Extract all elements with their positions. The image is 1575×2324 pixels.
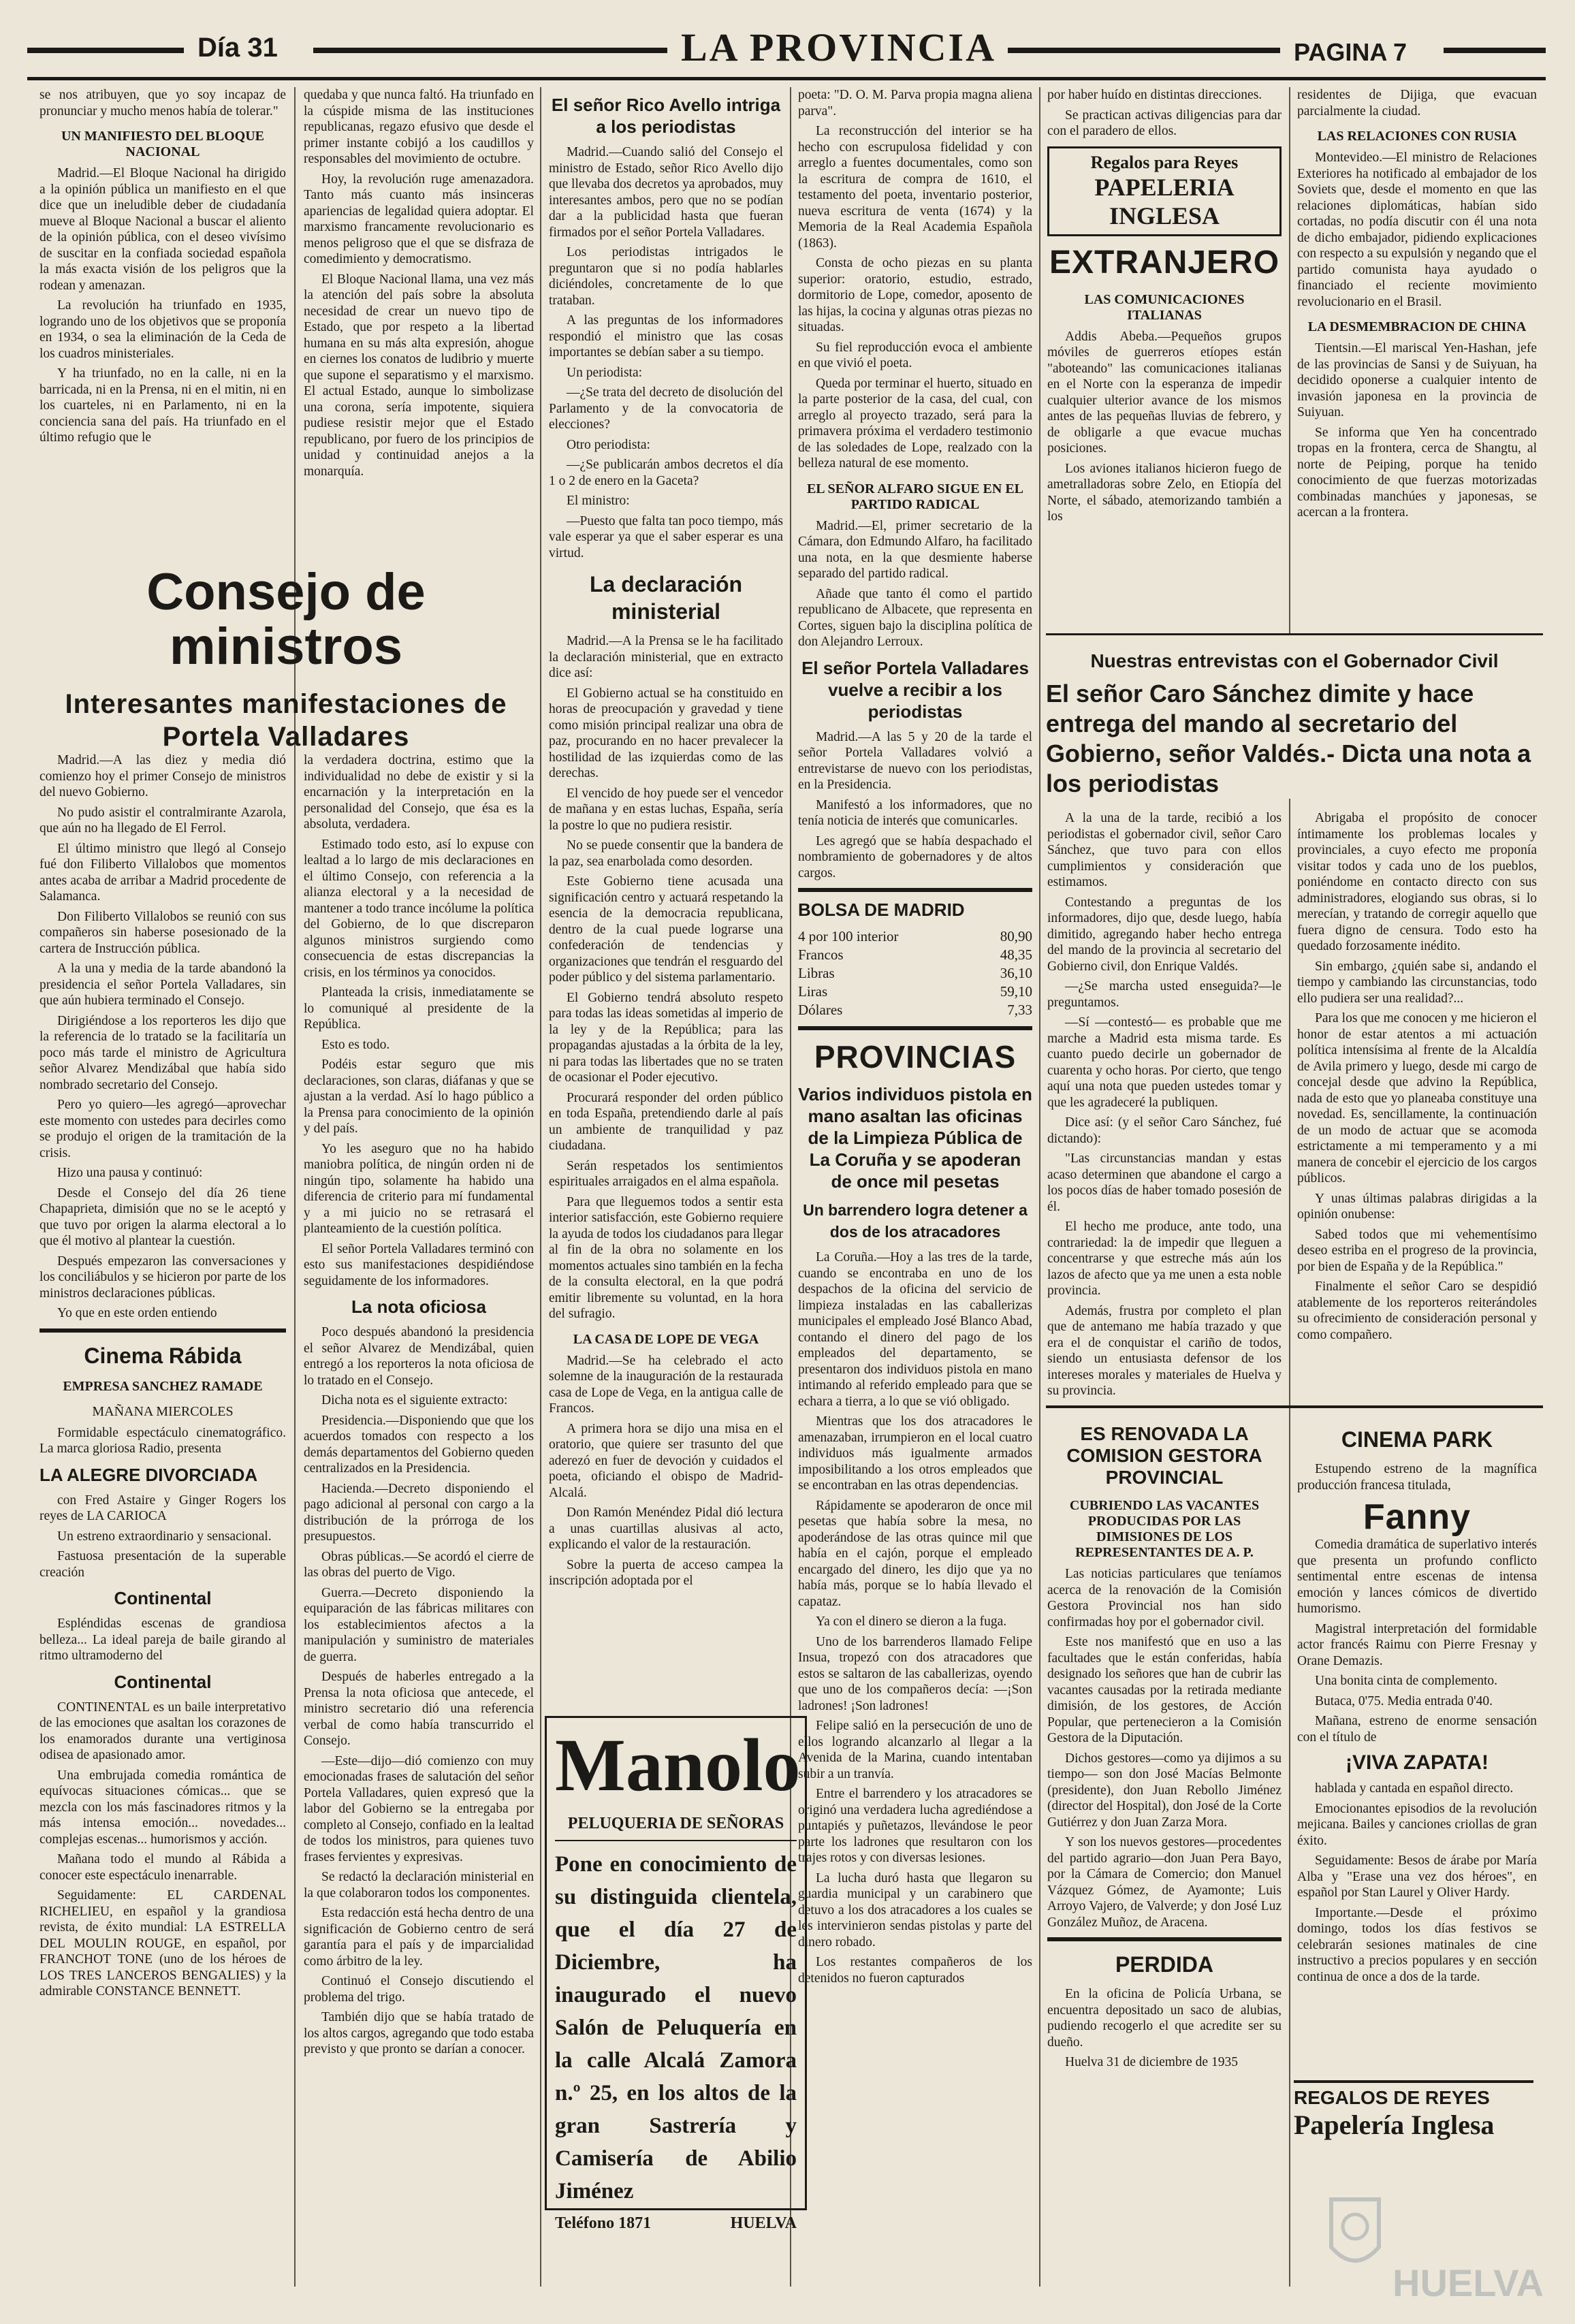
nota-oficiosa-title: La nota oficiosa [351, 1296, 486, 1317]
paragraph: la verdadera doctrina, estimo que la individualidad no debe de existir y si la encarnación y la interpretación en la personalidad del Consejo, que ésa es la absoluta, verdadera. [304, 753, 534, 831]
paragraph: Los periodistas intrigados le preguntaron que si no podía hablarles diciéndoles, concretamente de lo que trataban. [549, 245, 783, 308]
alfaro-heading: EL SEÑOR ALFARO SIGUE EN EL PARTIDO RADICAL [806, 481, 1024, 512]
paragraph: Los aviones italianos hicieron fuego de ametralladoras sobre Zelo, en Etiopía del Norte, el sábado, atemorizando también a los [1047, 461, 1282, 524]
paragraph: Madrid.—El Bloque Nacional ha dirigido a la opinión pública un manifiesto en el que dice que un ineludible deber de ciudadanía mueve al Bloque Nacional a buscar el aliento de la opinión pública, con el deseo vivísimo de suscitar en la confiada sociedad española la más exacta visión de los peligros que la rodean y amenazan. [39, 166, 286, 293]
paragraph: Sin embargo, ¿quién sabe si, andando el tiempo y cambiando las circunstancias, todo ello pudiera ser una realidad?... [1297, 959, 1537, 1006]
viva-zapata-title: ¡VIVA ZAPATA! [1346, 1751, 1489, 1774]
paragraph: con Fred Astaire y Ginger Rogers los reyes de LA CARIOCA [39, 1493, 286, 1523]
paragraph: También dijo que se había tratado de los altos cargos, agregando que todo estaba previsto y que pronto se darían a conocer. [304, 2010, 534, 2056]
paragraph: El vencido de hoy puede ser el vencedor de mañana y en estas luchas, España, sería la postre lo que no pudiera resistir. [549, 786, 783, 833]
alegre-divorciada-title: LA ALEGRE DIVORCIADA [39, 1464, 258, 1485]
paragraph: Seguidamente: Besos de árabe por María Alba y "Erase una vez dos héroes", en español por Stan Laurel y Oliver Hardy. [1297, 1853, 1537, 1900]
day-label: Día 31 [197, 33, 278, 63]
paragraph: Uno de los barrenderos llamado Felipe Insua, tropezó con dos atracadores que estos se saltaron de las caballerizas, oyendo que uno de los compañeros decía: —¡Son ladrones! ¡Son ladrones! [798, 1634, 1032, 1713]
paragraph: Fastuosa presentación de la superable creación [39, 1549, 286, 1580]
bolsa-value: 48,35 [1000, 946, 1032, 963]
consejo-headline-block [34, 545, 538, 764]
paragraph: Este nos manifestó que en uso a las facultades que le están conferidas, había designado los señores que han de cubrir las vacantes causadas por la retirada mediante dimisión, de los gestores, de Acción Popular, que pertenecieron a la Comisión Gestora de la Diputación. [1047, 1635, 1282, 1745]
bolsa-row [798, 1001, 1032, 1019]
manolo-phone: Teléfono 1871 [555, 2214, 652, 2232]
paragraph: Planteada la crisis, inmediatamente se lo comuniqué al presidente de la República. [304, 985, 534, 1032]
paragraph: Después de haberles entregado a la Prensa la nota oficiosa que antecede, el ministro secretario dió una referencia verbal de como había transcurrido el Consejo. [304, 1670, 534, 1748]
section-divider [39, 1328, 286, 1333]
paragraph: A las preguntas de los informadores respondió el ministro que las cosas importantes se debían saber a su tiempo. [549, 313, 783, 360]
paragraph: En la oficina de Policía Urbana, se encuentra depositado un saco de alubias, pudiendo recogerlo el que acredite ser su dueño. [1047, 1987, 1282, 2050]
paragraph: Una embrujada comedia romántica de equívocas situaciones cómicas... que se mezcla con los más fascinadores ritmos y la más intensa emoción... novedades... complejas escenas... humorismos y acción. [39, 1768, 286, 1847]
paragraph: La lucha duró hasta que llegaron su guardia municipal y un carabinero que detuvo a los dos atracadores a los cuales se les intervinieron sendas pistolas y parte del dinero robado. [798, 1871, 1032, 1949]
paragraph: Presidencia.—Disponiendo que que los acuerdos tomados con respecto a los demás departamentos del Gobierno queden centralizados en la Presidencia. [304, 1413, 534, 1476]
paragraph: Añade que tanto él como el partido republicano de Albacete, que representa en Cortes, siguen bajo la disciplina política de don Alejandro Lerroux. [798, 586, 1032, 649]
manolo-contact [555, 2214, 797, 2233]
column-3 [549, 87, 783, 1612]
manolo-name: Manolo [555, 1723, 801, 1806]
paragraph: Las noticias particulares que teníamos acerca de la renovación de la Comisión Gestora Provincial nos han sido confirmadas hoy por el gobernador civil. [1047, 1567, 1282, 1629]
section-divider [1047, 1937, 1282, 1941]
paragraph: La reconstrucción del interior se ha hecho con escrupulosa fidelidad y con arreglo a fuentes documentales, como son la escritura de compra de 1610, el testamento del poeta, inventario posterior, nueva escritura de venta (1674) y la Memoria de la Real Academia Española (1863). [798, 124, 1032, 251]
bolsa-value: 59,10 [1000, 983, 1032, 1000]
paragraph: Procurará responder del orden público en toda España, pretendiendo darle al país un ambiente de tranquilidad y paz ciudadana. [549, 1090, 783, 1153]
bolsa-label: Liras [798, 983, 828, 1000]
perdida-date: Huelva 31 de diciembre de 1935 [1065, 2055, 1238, 2069]
paragraph: Y son los nuevos gestores—procedentes del partido agrario—don Juan Pera Bayo, por la Cámara de Comercio; don Manuel Vázquez Gómez, de Ayamonte; Luis Arroyo Vajero, de Valverde; y don José Luz González Muñoz, de Aracena. [1047, 1835, 1282, 1930]
column-6-top [1297, 87, 1537, 646]
paragraph: La revolución ha triunfado en 1935, logrando uno de los objetivos que se proponía en 1934, o sea la eliminación de la Ceda de los cuadros ministeriales. [39, 298, 286, 361]
paragraph: Felipe salió en la persecución de uno de ellos logrando alcanzarlo al llegar a la Avenida de la Marina, cuando intentaban subir a un tranvía. [798, 1719, 1032, 1781]
papeleria-inglesa-ad [1047, 146, 1282, 236]
paragraph: Comedia dramática de superlativo interés que presenta un profundo conflicto sentimental entre escenas de intensa emoción y lances cómicos de divertido humorismo. [1297, 1538, 1537, 1616]
paragraph: No pudo asistir el contralmirante Azarola, que aún no ha llegado de El Ferrol. [39, 805, 286, 835]
provincias-subtitle-2: Un barrendero logra detener a dos de los atracadores [803, 1201, 1028, 1241]
stamp-text: HUELVA [1393, 2261, 1544, 2304]
consejo-subtitle: Interesantes manifestaciones de Portela Valladares [65, 689, 507, 752]
page-number: PAGINA 7 [1294, 38, 1407, 66]
paragraph: El Gobierno tendrá absoluto respeto para todas las ideas sometidas al imperio de la ley y de la República; para las propagandas ajustadas a la órbita de la ley, ni para todas las libertades que no se traten de ocasionar el Poder ejecutivo. [549, 990, 783, 1085]
paragraph: Madrid.—El, primer secretario de la Cámara, don Edmundo Alfaro, ha facilitado una nota, en la que desmiente haberse separado del partido radical. [798, 518, 1032, 581]
paragraph: Podéis estar seguro que mis declaraciones, son claras, diáfanas y que se ajustan a la verdad. Así lo hago público a la Prensa para conocimiento de la opinión y del país. [304, 1057, 534, 1136]
paragraph: Y unas últimas palabras dirigidas a la opinión onubense: [1297, 1191, 1537, 1222]
paragraph: Seguidamente: EL CARDENAL RICHELIEU, en español y la grandiosa revista, de éxito mundial: LA ESTRELLA DEL MOULIN ROUGE, en español, por FRANCHOT TONE (uno de los héroes de LOS TRES LANCEROS BENGALIES) y la admirable CONSTANCE BENNETT. [39, 1888, 286, 1999]
paragraph: Un estreno extraordinario y sensacional. [57, 1529, 272, 1544]
manolo-subtitle: PELUQUERIA DE SEÑORAS [567, 1815, 784, 1832]
paragraph: Estupendo estreno de la magnífica producción francesa titulada, [1297, 1462, 1537, 1493]
paragraph: Hacienda.—Decreto disponiendo el pago adicional al personal con cargo a la distribución de la prórroga de los presupuestos. [304, 1481, 534, 1544]
paragraph: Dichos gestores—como ya dijimos a su tiempo— son don José Macías Belmonte (presidente), don Juan Rebollo Jiménez (director del Hospital), don José de la Corte Gutiérrez y don Juan Zarza Mora. [1047, 1751, 1282, 1830]
caro-title: El señor Caro Sánchez dimite y hace entrega del mando al secretario del Gobierno, señor Valdés.- Dicta una nota a los periodistas [1046, 680, 1531, 797]
paragraph: Magistral interpretación del formidable actor francés Raimu con Pierre Fresnay y Orane Demazis. [1297, 1621, 1537, 1668]
paragraph: Emocionantes episodios de la revolución mejicana. Bailes y canciones criollas de gran éxito. [1297, 1801, 1537, 1848]
paragraph: Madrid.—A la Prensa se le ha facilitado la declaración ministerial, que en extracto dice así: [549, 634, 783, 680]
bolsa-table [798, 927, 1032, 1019]
ad-top-line: REGALOS DE REYES [1294, 2087, 1490, 2108]
paragraph: Abrigaba el propósito de conocer íntimamente los problemas locales y provinciales, a cuyo efecto me proponía visitar todos y cada uno de los pueblos, poniéndome en contacto directo con sus administradores, elogiando sus obras, si lo merecían, y tratando de corregir aquello que fuera digno de censura. Todo esto ha quedado forzosamente inédito. [1297, 811, 1537, 953]
comision-title: ES RENOVADA LA COMISION GESTORA PROVINCIAL [1066, 1423, 1262, 1488]
paragraph: "Las circunstancias mandan y estas acaso determinen que abandone el cargo a los pocos días de haber tomado posesión de él. [1047, 1151, 1282, 1214]
bolsa-value: 7,33 [1007, 1002, 1032, 1018]
consejo-article [39, 752, 286, 1322]
paragraph: Contestando a preguntas de los informadores, dijo que, desde luego, había dimitido, agregando haber hecho entrega del mando de la provincia al secretario del Gobierno civil, don Enrique Valdés. [1047, 895, 1282, 974]
paragraph: Finalmente el señor Caro se despidió atablemente de los reporteros reiterándoles su ofrecimiento de consideración personal y como compañero. [1297, 1279, 1537, 1342]
china-heading: LA DESMEMBRACION DE CHINA [1307, 319, 1527, 334]
paragraph: —¿Se publicarán ambos decretos el día 1 o 2 de enero en la Gaceta? [549, 458, 783, 488]
ad-main-line: PAPELERIA INGLESA [1094, 173, 1235, 229]
paragraph: Además, frustra por completo el plan que de antemano me había trazado y que era el de conquistar el cariño de todos, siendo un entusiasta defensor de los intereses morales y materiales de Huelva y su provincia. [1047, 1303, 1282, 1398]
paragraph: Dicha nota es el siguiente extracto: [321, 1393, 508, 1407]
nuestras-entrevistas-head: Nuestras entrevistas con el Gobernador Civil [1090, 650, 1499, 671]
paragraph: Butaca, 0'75. Media entrada 0'40. [1315, 1693, 1493, 1708]
paragraph: A la una de la tarde, recibió a los periodistas el gobernador civil, señor Caro Sánchez, que tuvo para con ellos cumplimientos y consideración que estimamos. [1047, 811, 1282, 889]
regalos-reyes-ad [1294, 2080, 1533, 2145]
paragraph: Queda por terminar el huerto, situado en la parte posterior de la casa, del cual, con arreglo al proyecto trazado, será para la primavera próxima el verdadero testimonio de las soledades de Lope, realzado con la belleza natural de ese momento. [798, 376, 1032, 471]
column-5-bottom [1047, 1416, 1282, 2295]
paragraph: —Este—dijo—dió comienzo con muy emocionadas frases de salutación del señor Portela Valladares, quien expresó que la labor del Gobierno se la entregaba por completo al Consejo, confiado en la lealtad de todos los ministros, para quienes tuvo frases fervientes y expresivas. [304, 1753, 534, 1864]
paragraph: Para que lleguemos todos a sentir esta interior satisfacción, este Gobierno requiere la ayuda de todos los ciudadanos para llegar al fin de la obra no solamente en los momentos actuales sino también en la fecha de la consulta electoral, en la que podrá emitir libremente su voluntad, en la hora del sufragio. [549, 1194, 783, 1321]
comision-subtitle: CUBRIENDO LAS VACANTES PRODUCIDAS POR LAS DIMISIONES DE LOS REPRESENTANTES DE A. P. [1069, 1498, 1260, 1560]
paragraph: Poco después abandonó la presidencia el señor Alvarez de Mendizábal, quien entregó a los reporteros la nota oficiosa de lo tratado en el Consejo. [304, 1325, 534, 1388]
paragraph: Después empezaron las conversaciones y los conciliábulos y se hicieron por parte de los ministros declaraciones públicas. [39, 1254, 286, 1301]
paragraph: residentes de Dijiga, que evacuan parcialmente la ciudad. [1297, 88, 1537, 118]
caro-headline-block [1046, 633, 1543, 799]
column-divider [540, 87, 541, 2287]
provincias-title: PROVINCIAS [814, 1039, 1017, 1075]
bolsa-row [798, 983, 1032, 1001]
paragraph: Madrid.—A las 5 y 20 de la tarde el señor Portela Valladares volvió a entrevistarse de nuevo con los periodistas, en la Presidencia. [798, 729, 1032, 792]
declaracion-ministerial-title: La declaración ministerial [589, 572, 743, 624]
paragraph: hablada y cantada en español directo. [1315, 1781, 1514, 1796]
paragraph: Yo les aseguro que no ha habido maniobra política, de ningún orden ni de ningún tipo, solamente ha habido una diferencia de criterio para mí fundamental y a mi juicio no se retrasará el planteamiento de la cuestión política. [304, 1141, 534, 1236]
paragraph: Este Gobierno tiene acusada una significación centro y actuará respetando la esencia de la democracia republicana, dentro de la cual puede lograrse una confederación de tendencias y organizaciones que tendrán el resguardo del poder público y del sistema parlamentario. [549, 874, 783, 985]
paragraph: Dice así: (y el señor Caro Sánchez, fué dictando): [1047, 1115, 1282, 1146]
column-divider [294, 87, 296, 2287]
manolo-body: Pone en conocimiento de su distinguida clientela, que el día 27 de Diciembre, ha inaugurado el nuevo Salón de Peluquería en la calle Alcalá Zamora n.º 25, en los altos de la gran Sastrería y Camisería de Abilio Jiménez [555, 1852, 797, 2203]
manifiesto-heading: UN MANIFIESTO DEL BLOQUE NACIONAL [61, 129, 265, 159]
ad-main-line: Papelería Inglesa [1294, 2110, 1495, 2140]
ad-divider [555, 1840, 797, 1841]
paragraph: Montevideo.—El ministro de Relaciones Exteriores ha notificado al embajador de los Soviets que, desde el momento en que las relaciones diplomáticas, habían sido cortadas, no podía discutir con él una nota de dicho embajador, pidiendo explicaciones con respecto a su expulsión y negando que el partido comunista haya ayudado o financiado el reciente movimiento revolucionario en el Brasil. [1297, 150, 1537, 309]
paragraph: por haber huído en distintas direcciones. [1047, 88, 1262, 102]
paragraph: Pero yo quiero—les agregó—aprovechar este momento con ustedes para decirles como se produjo el origen de la tramitación de la crisis. [39, 1098, 286, 1160]
paragraph: Yo que en este orden entiendo [57, 1306, 217, 1320]
paragraph: Se informa que Yen ha concentrado tropas en la frontera, cerca de Shangtu, al norte de Peiping, porque ha tenido conocimiento de que fuerzas motorizadas combinadas manchúes y japonesas, se acercan a la frontera. [1297, 425, 1537, 520]
paragraph: Los restantes compañeros de los detenidos no fueron capturados [798, 1955, 1032, 1986]
bolsa-label: Libras [798, 965, 835, 981]
paragraph: quedaba y que nunca faltó. Ha triunfado en la cúspide misma de las instituciones republicanas, regazo efusivo que desde el primer instante cobijó a los caudillos y responsables del movimiento de octubre. [304, 88, 534, 166]
paragraph: Tientsin.—El mariscal Yen-Hashan, jefe de las provincias de Sansi y de Suiyuan, ha decidido oponerse a cualquier intento de invasión japonesa en la provincia de Suiyuan. [1297, 341, 1537, 419]
paragraph: —¿Se marcha usted enseguida?—le preguntamos. [1047, 979, 1282, 1010]
bolsa-value: 36,10 [1000, 965, 1032, 981]
paragraph: Entre el barrendero y los atracadores se originó una verdadera lucha agrediéndose a puntapiés y puñetazos, llevándose le peor parte los ladrones que resultaron con los trajes rotos y con diversas lesiones. [798, 1787, 1032, 1865]
paragraph: —Puesto que falta tan poco tiempo, más vale esperar ya que el saber esperar es una virtud. [549, 513, 783, 560]
paragraph: Una bonita cinta de complemento. [1315, 1674, 1498, 1688]
paragraph: No se puede consentir que la bandera de la paz, sea enarbolada como desorden. [549, 838, 783, 869]
lope-de-vega-heading: LA CASA DE LOPE DE VEGA [573, 1331, 759, 1347]
paragraph: Hoy, la revolución ruge amenazadora. Tanto más cuanto más insinceras apariencias de legalidad quiera adoptar. El marxismo francamente revolucionario es menos peligroso que el que se disfraza de comedimiento y democratismo. [304, 172, 534, 266]
portela-title: El señor Portela Valladares vuelve a recibir a los periodistas [801, 657, 1029, 722]
archive-stamp [1318, 2193, 1542, 2308]
paragraph: Otro periodista: [567, 437, 650, 452]
paragraph: Rápidamente se apoderaron de once mil pesetas que había sobre la mesa, no apoderándose de las otras quince mil que había en el cajón, porque el empleado encargado del dinero, les dijo que ya no había más, porque se lo había llevado el capataz. [798, 1498, 1032, 1609]
paragraph: Y ha triunfado, no en la calle, ni en la barricada, ni en la Prensa, ni en el mitin, ni en los cuarteles, ni en Parlamento, ni en la conciencia sana del país. Ha triunfado en el último refugio que le [39, 366, 286, 445]
masthead [27, 12, 1546, 80]
paragraph: A primera hora se dijo una misa en el oratorio, que quiere ser trasunto del que aderezó en fuer de devoción y cuidados el poeta, oficiando el obispo de Madrid-Alcalá. [549, 1421, 783, 1500]
paragraph: El hecho me produce, ante todo, una contrariedad: la de impedir que lleguen a concentrarse y que estreche más aún los lazos de afecto que ya me unen a esta noble provincia. [1047, 1220, 1282, 1298]
paragraph: Manifestó a los informadores, que no tenía noticia de interés que comunicarles. [798, 797, 1032, 828]
paragraph: El último ministro que llegó al Consejo fué don Filiberto Villalobos que momentos antes acaba de arribar a Madrid procedente de Salamanca. [39, 841, 286, 904]
paragraph: La Coruña.—Hoy a las tres de la tarde, cuando se encontraba en uno de los despachos de la oficina del servicio de limpieza instaladas en las caballerizas municipales el empleado José Blanco Abad, contando el dinero del pago de los empleados del departamento, se presentaron dos individuos pistola en mano intimando al referido empleado para que se echara a tierra, a lo que se vió obligado. [798, 1250, 1032, 1409]
bolsa-row [798, 927, 1032, 946]
paragraph: Consta de ocho piezas en su planta superior: oratorio, estudio, estrado, dormitorio de Lope, comedor, aposento de las hijas, la cocina y algunas otras piezas no situadas. [798, 256, 1032, 334]
section-divider [1046, 1405, 1543, 1408]
paragraph: Importante.—Desde el próximo domingo, todos los días festivos se celebrarán sesiones matinales de cine instructivo a precios populares y en sección continua de once a dos de la tarde. [1297, 1905, 1537, 1984]
intro-paragraphs [39, 87, 286, 119]
paragraph: Mientras que los dos atracadores le amenazaban, irrumpieron en el local cuatro individuos más igualmente armados imposibilitando a los otros empleados que se encontraban en las otras dependencias. [798, 1414, 1032, 1493]
paragraph: Ya con el dinero se dieron a la fuga. [816, 1614, 1007, 1629]
cinema-park-title: CINEMA PARK [1341, 1427, 1493, 1452]
paragraph: Sabed todos que mi vehementísimo deseo estriba en el progreso de la provincia, por bien de España y de la República." [1297, 1227, 1537, 1274]
paragraph: CONTINENTAL es un baile interpretativo de las emociones que asaltan los corazones de los enamorados durante una vertiginosa odisea de apasionado amor. [39, 1700, 286, 1762]
column-5-top [1047, 87, 1282, 646]
newspaper-title: LA PROVINCIA [681, 25, 996, 69]
paragraph: Guerra.—Decreto disponiendo la equiparación de las fábricas militares con los establecimientos afectos a la manipulación y suministro de materiales de guerra. [304, 1585, 534, 1664]
column-2-lower [304, 752, 534, 2285]
consejo-title: Consejo de ministros [146, 563, 426, 675]
paragraph: Dirigiéndose a los reporteros les dijo que la referencia de lo tratado se la facilitaría un poco más tarde el ministro de Agricultura señor Alvarez Mendizábal que había sido nombrado secretario del Consejo. [39, 1013, 286, 1092]
bolsa-label: Dólares [798, 1002, 843, 1018]
paragraph: Continuó el Consejo discutiendo el problema del trigo. [304, 1974, 534, 2005]
paragraph: Les agregó que se había despachado el nombramiento de gobernadores y de altos cargos. [798, 833, 1032, 880]
cinema-day: MAÑANA MIERCOLES [92, 1403, 234, 1419]
cinema-intro: Formidable espectáculo cinematográfico. La marca gloriosa Radio, presenta [39, 1425, 286, 1456]
paragraph: Para los que me conocen y me hicieron el honor de estar atentos a mi actuación política intensísima al frente de la Alcaldía de Avila primero y luego, desde mi cargo de concejal desde que advino la República, nada de esto que yo planeaba constituye una novedad. Es, sencillamente, la continuación de un modo de actuar que se acomoda estrictamente a mi temperamento y a mi manera de concebir el ejercicio de los cargos públicos. [1297, 1011, 1537, 1185]
section-divider [798, 1026, 1032, 1030]
perdida-title: PERDIDA [1115, 1952, 1213, 1977]
paragraph: —¿Se trata del decreto de disolución del Parlamento y de la convocatoria de elecciones? [549, 385, 783, 432]
continental-heading: Continental [114, 1588, 212, 1608]
paragraph: Obras públicas.—Se acordó el cierre de las obras del puerto de Vigo. [304, 1549, 534, 1580]
ad-top-line: Regalos para Reyes [1090, 152, 1239, 172]
bolsa-value: 80,90 [1000, 928, 1032, 944]
paragraph: Mañana todo el mundo al Rábida a conocer este espectáculo inenarrable. [39, 1852, 286, 1883]
manolo-peluqueria-ad [545, 1716, 807, 2232]
paragraph: A la una y media de la tarde abandonó la presidencia el señor Portela Valladares, sin que aún hubiera terminado el Consejo. [39, 961, 286, 1008]
bolsa-title: BOLSA DE MADRID [798, 900, 965, 920]
rico-avello-title: El señor Rico Avello intriga a los periodistas [551, 95, 781, 137]
column-divider [1039, 87, 1040, 2287]
paragraph: Don Ramón Menéndez Pidal dió lectura a unas cuartillas alusivas al acto, explicando el valor de la restauración. [549, 1506, 783, 1552]
paragraph: El señor Portela Valladares terminó con esto sus manifestaciones despidiéndose seguidamente de los informadores. [304, 1241, 534, 1288]
column-6-middle [1297, 810, 1537, 1410]
column-1-lower [39, 752, 286, 2005]
paragraph: Esto es todo. [321, 1037, 390, 1052]
paragraph: Su fiel reproducción evoca el ambiente en que vivió el poeta. [798, 340, 1032, 370]
fanny-title: Fanny [1363, 1497, 1471, 1537]
paragraph: Serán respetados los sentimientos espirituales arraigados en el alma española. [549, 1158, 783, 1189]
manifiesto-article [39, 165, 286, 446]
column-4 [798, 87, 1032, 2287]
bolsa-row [798, 946, 1032, 964]
paragraph: Madrid.—Se ha celebrado el acto solemne de la inauguración de la restaurada casa de Lope de Vega, en la antigua calle de Francos. [549, 1353, 783, 1416]
bolsa-label: 4 por 100 interior [798, 928, 899, 944]
paragraph: El Gobierno actual se ha constituido en horas de preocupación y gravedad y tiene como misión principal realizar una obra de paz, procurando en no hacer prevalecer la hostilidad de las izquierdas como de las derechas. [549, 686, 783, 780]
cinema-rabida-title: Cinema Rábida [84, 1343, 242, 1368]
continental-heading-2: Continental [114, 1671, 212, 1692]
paragraph: Madrid.—A las diez y media dió comienzo hoy el primer Consejo de ministros del nuevo Gobierno. [39, 753, 286, 799]
cinema-empresa: EMPRESA SANCHEZ RAMADE [63, 1378, 263, 1394]
paragraph: se nos atribuyen, que yo soy incapaz de pronunciar y mucho menos había de tolerar." [39, 88, 286, 118]
paragraph: El ministro: [567, 494, 630, 508]
paragraph: poeta: "D. O. M. Parva propia magna aliena parva". [798, 88, 1032, 118]
manolo-city: HUELVA [730, 2214, 797, 2232]
section-divider [798, 888, 1032, 892]
paragraph: —Sí —contestó— es probable que me marche a Madrid esta misma tarde. Es cuanto puedo decirle un gobernador de cuarenta y ocho horas. Por cierto, que tengo aquí una nota que pueden ustedes tomar y que les agradeceré la publiquen. [1047, 1015, 1282, 1110]
paragraph: Hizo una pausa y continuó: [57, 1166, 203, 1180]
paragraph: Don Filiberto Villalobos se reunió con sus compañeros sin haberse posesionado de la cartera de Instrucción pública. [39, 909, 286, 956]
paragraph: Se practican activas diligencias para dar con el paradero de ellos. [1047, 108, 1282, 138]
italianas-heading: LAS COMUNICACIONES ITALIANAS [1084, 291, 1245, 323]
column-6-bottom [1297, 1416, 1537, 2179]
column-2-top [304, 87, 534, 530]
paragraph: Estimado todo esto, así lo expuse con lealtad a lo largo de mis declaraciones en el último Consejo, con referencia a la alianza electoral y a la necesidad de mantener a todo trance incólume la política del Gobierno, de lo que discreparon algunos ministros surgiendo como consecuencia de estas discrepancias la crisis, en los términos ya conocidos. [304, 837, 534, 980]
bolsa-row [798, 964, 1032, 983]
paragraph: Esta redacción está hecha dentro de una significación de Gobierno centro de será garantía para el país y de imparcialidad como árbitro de la ley. [304, 1906, 534, 1969]
provincias-subtitle: Varios individuos pistola en mano asaltan las oficinas de la Limpieza Pública de La Coruña y se apoderan de once mil pesetas [798, 1084, 1032, 1192]
bolsa-label: Francos [798, 946, 844, 963]
paragraph: Un periodista: [567, 365, 643, 380]
paragraph: Sobre la puerta de acceso campea la inscripción adoptada por el [549, 1557, 783, 1588]
paragraph: Espléndidas escenas de grandiosa belleza... La ideal pareja de baile girando al ritmo ultramoderno del [39, 1617, 286, 1663]
paragraph: El Bloque Nacional llama, una vez más la atención del país sobre la absoluta necesidad de crear un nuevo tipo de Estado, que por respeto a la libertad humana en su más alta expresión, ahogue en ciernes los conatos de ludibrio y muerte que supone el separatismo y el marxismo. El actual Estado, aunque lo simbolizase una corona, sería impotente, siquiera pudiese resistir mejor que el Estado republicano, por fuero de los principios de unidad y continuidad anejos a la monarquía. [304, 272, 534, 479]
paragraph: Madrid.—Cuando salió del Consejo el ministro de Estado, señor Rico Avello dijo que llevaba dos decretos ya aprobados, muy interesantes ambos, pero que no se podían dar a la publicidad hasta que fueran firmados por el señor Portela Valladares. [549, 145, 783, 240]
column-divider [1289, 87, 1290, 2287]
paragraph: Se redactó la declaración ministerial en la que colaboraron todos los componentes. [304, 1870, 534, 1900]
column-5-middle [1047, 810, 1282, 1410]
paragraph: Addis Abeba.—Pequeños grupos móviles de guerreros etíopes están "aboteando" las comunicaciones italianas en el Norte con la esperanza de impedir cualquier ulterior avance de los mismos antes de las pequeñas lluvias de febrero, y de obligarle a que evacue muchas posiciones. [1047, 329, 1282, 456]
paragraph: Desde el Consejo del día 26 tiene Chapaprieta, dimisión que no se le aceptó y que tuvo por origen la alarma electoral a lo que él motivo al plantear la cuestión. [39, 1185, 286, 1248]
extranjero-title: EXTRANJERO [1049, 244, 1280, 281]
paragraph: Mañana, estreno de enorme sensación con el título de [1297, 1714, 1537, 1745]
rusia-heading: LAS RELACIONES CON RUSIA [1317, 129, 1517, 144]
